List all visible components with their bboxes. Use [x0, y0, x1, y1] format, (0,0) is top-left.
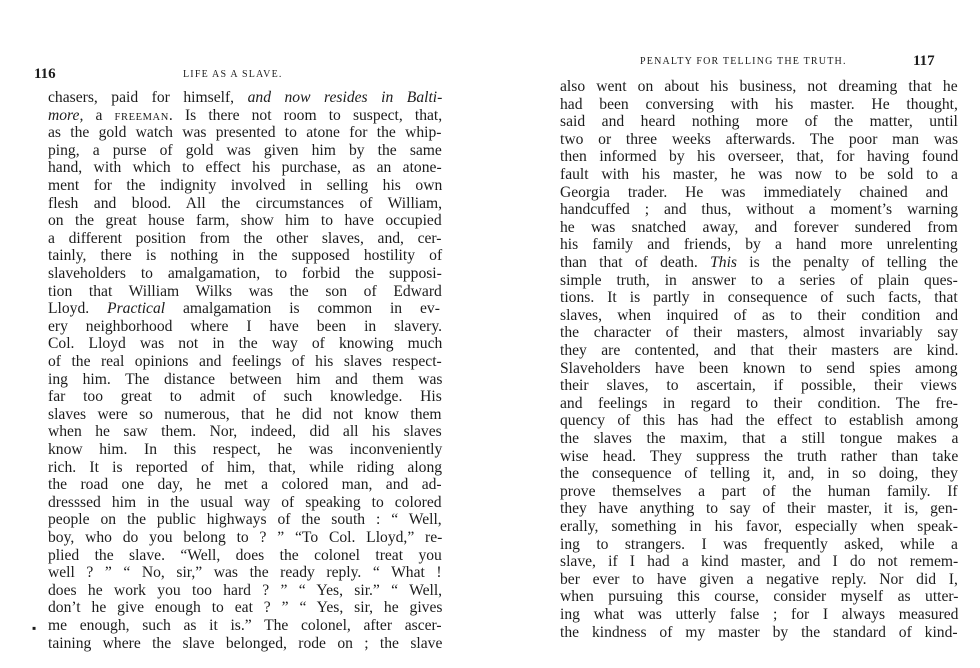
- text-line: slaves, when inquired of as to their condition and: [560, 306, 959, 324]
- text-line: ery neighborhood where I have been in slavery.: [48, 317, 443, 335]
- text-line: handcuffed ; and thus, without a moment’s warning: [560, 201, 959, 219]
- text-line: ing to strangers. I was frequently asked, while a: [560, 535, 958, 553]
- text-line: chasers, paid for himself, and now resides in Balti-: [48, 89, 443, 106]
- text-line: also went on about his business, not dreaming that he: [560, 78, 958, 95]
- page-number: 116: [34, 66, 56, 82]
- text-line: does he work you too hard ? ” “ Yes, sir.” “ Well,: [48, 581, 443, 599]
- text-line: slaves were so numerous, that he did not know them: [48, 405, 442, 423]
- text-line: ber ever to have given a negative reply. Nor did I,: [560, 570, 958, 588]
- text-line: he was snatched away, and forever sundered from: [560, 218, 958, 236]
- text-line: tions. It is partly in consequence of such facts, that: [560, 289, 958, 307]
- text-line: of the real opinions and feelings of his slaves respect-: [48, 353, 442, 370]
- text-line: ment for the indignity involved in selling his own: [48, 177, 443, 194]
- text-line: as the gold watch was presented to atone for the whip-: [48, 124, 442, 142]
- text-line: tion that William Wilks was the son of Edward: [48, 282, 442, 300]
- text-line: when pursuing this course, consider myself as utter-: [560, 588, 959, 606]
- text-line: his family and friends, by a hand more unrelenting: [560, 236, 958, 254]
- text-line: ing him. The distance between him and them was: [48, 370, 443, 388]
- margin-mark: ▪: [32, 621, 37, 635]
- text-line: prove themselves a part of the human family. If: [560, 482, 958, 500]
- text-line: Col. Lloyd was not in the way of knowing much: [48, 335, 443, 353]
- text-line: quency of this has had the effect to establish among: [560, 412, 959, 430]
- text-line: on the great house farm, show him to have occupied: [48, 212, 442, 230]
- text-line: wise head. They suppress the truth rather than take: [560, 447, 959, 465]
- text-line: the character of their masters, almost invariably say: [560, 324, 959, 342]
- text-line: they are contented, and that their masters are kind.: [560, 342, 959, 359]
- text-line: said and heard nothing more of the matter, until: [560, 113, 958, 131]
- text-line: boy, who do you belong to ? ” “To Col. Lloyd,” re-: [48, 529, 443, 546]
- text-line: the kindness of my master by the standard of kind-: [560, 623, 958, 641]
- page-number: 117: [913, 53, 935, 69]
- text-line: Slaveholders have been known to send spies among: [560, 359, 958, 377]
- text-line: erally, something in his favor, especially when speak-: [560, 518, 958, 535]
- text-line: far too great to admit of such knowledge. His: [48, 388, 442, 406]
- text-line: flesh and blood. All the circumstances of William,: [48, 194, 443, 212]
- text-line: their slaves, to ascertain, if possible, their views: [560, 377, 957, 395]
- text-line: more, a FREEMAN. Is there not room to suspect, that,: [48, 106, 443, 124]
- text-line: plied the slave. “Well, does the colonel treat you: [48, 546, 442, 564]
- text-line: a different position from the other slaves, and, cer-: [48, 229, 442, 247]
- right-page: [490, 0, 980, 668]
- text-line: well ? ” “ No, sir,” was the ready reply. “ What !: [48, 564, 442, 582]
- text-line: tainly, there is nothing in the supposed hostility of: [48, 247, 443, 265]
- text-line: don’t he give enough to eat ? ” “ Yes, sir, he gives: [48, 599, 443, 617]
- text-line: and feelings in regard to their condition. The fre-: [560, 394, 958, 412]
- text-line: the consequence of telling it, and, in so doing, they: [560, 465, 958, 483]
- text-line: me enough, such as it is.” The colonel, after ascer-: [48, 617, 442, 634]
- text-line: had been conversing with his master. He thought,: [560, 95, 958, 113]
- text-line: Lloyd. Practical amalgamation is common in ev-: [48, 300, 440, 318]
- text-line: rich. It is reported of him, that, while riding along: [48, 458, 443, 476]
- running-head: LIFE AS A SLAVE.: [183, 69, 283, 80]
- text-line: when he saw them. Nor, indeed, did all his slaves: [48, 423, 442, 441]
- text-line: the road one day, he met a colored man, and ad-: [48, 476, 442, 494]
- running-head: PENALTY FOR TELLING THE TRUTH.: [640, 56, 847, 67]
- text-line: they have anything to say of their master, it is, gen-: [560, 500, 958, 518]
- text-line: then informed by his overseer, that, for having found: [560, 148, 959, 166]
- text-line: simple truth, in answer to a series of plain ques-: [560, 271, 958, 289]
- text-line: fault with his master, he was now to be sold to a: [560, 166, 958, 183]
- text-line: slave, if I had a kind master, and I do not remem-: [560, 553, 959, 571]
- text-line: than that of death. This is the penalty of telling the: [560, 254, 958, 271]
- text-line: people on the public highways of the south : “ Well,: [48, 511, 442, 529]
- text-line: dresssed him in the usual way of speaking to colored: [48, 493, 442, 511]
- text-line: taining where the slave belonged, rode on ; the slave: [48, 634, 443, 652]
- text-line: ping, a purse of gold was given him by the same: [48, 141, 442, 159]
- text-line: ing what was utterly false ; for I always measured: [560, 606, 959, 623]
- text-line: the slaves the maxim, that a still tongue makes a: [560, 430, 959, 447]
- text-line: Georgia trader. He was immediately chained and: [560, 183, 949, 201]
- text-line: know him. In this respect, he was inconveniently: [48, 441, 443, 458]
- text-line: hand, with which to effect his purchase, as an atone-: [48, 159, 442, 177]
- text-line: two or three weeks afterwards. The poor man was: [560, 130, 959, 148]
- text-line: slaveholders to amalgamation, to forbid the supposi-: [48, 265, 442, 282]
